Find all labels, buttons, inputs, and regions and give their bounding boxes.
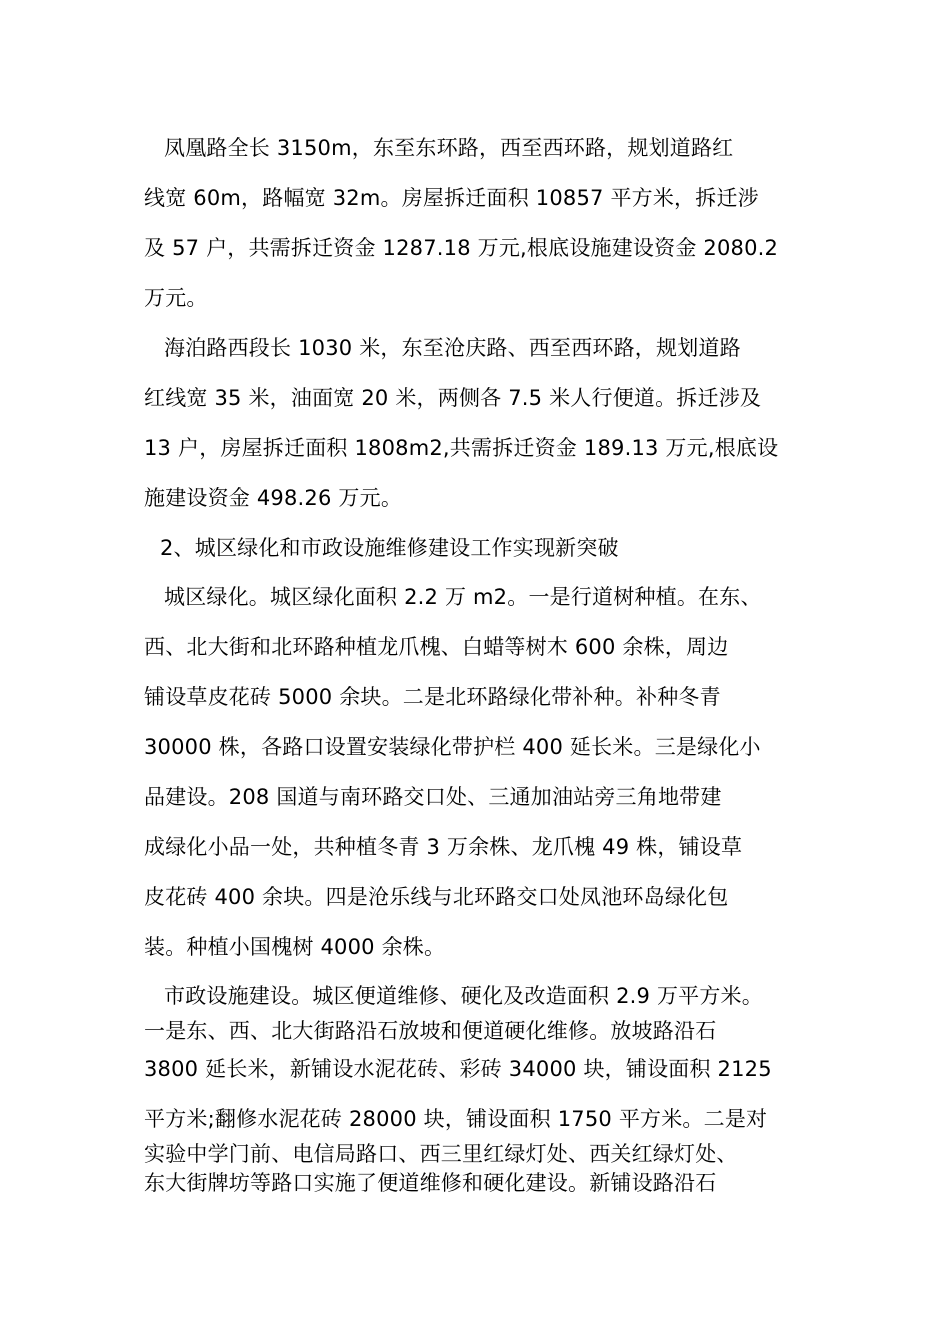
text-line: 装。种植小国槐树 4000 余株。 (144, 935, 446, 959)
text-line: 凤凰路全长 3150m，东至东环路，西至西环路，规划道路红 (164, 136, 734, 160)
text-line: 皮花砖 400 余块。四是沧乐线与北环路交口处凤池环岛绿化包 (144, 885, 729, 909)
text-line: 品建设。208 国道与南环路交口处、三通加油站旁三角地带建 (144, 785, 722, 809)
text-line: 平方米;翻修水泥花砖 28000 块，铺设面积 1750 平方米。二是对 (144, 1107, 768, 1131)
text-line: 施建设资金 498.26 万元。 (144, 486, 403, 510)
text-line: 铺设草皮花砖 5000 余块。二是北环路绿化带补种。补种冬青 (144, 685, 721, 709)
text-line: 西、北大街和北环路种植龙爪槐、白蜡等树木 600 余株，周边 (144, 635, 729, 659)
text-line: 3800 延长米，新铺设水泥花砖、彩砖 34000 块，铺设面积 2125 (144, 1057, 772, 1081)
section-heading: 2、城区绿化和市政设施维修建设工作实现新突破 (160, 536, 619, 560)
text-line: 成绿化小品一处，共种植冬青 3 万余株、龙爪槐 49 株，铺设草 (144, 835, 743, 859)
text-line: 海泊路西段长 1030 米，东至沧庆路、西至西环路，规划道路 (164, 336, 741, 360)
text-line: 一是东、西、北大街路沿石放坡和便道硬化维修。放坡路沿石 (144, 1019, 717, 1043)
text-line: 万元。 (144, 286, 208, 310)
text-line: 13 户，房屋拆迁面积 1808m2,共需拆迁资金 189.13 万元,根底设 (144, 436, 779, 460)
text-line: 东大街牌坊等路口实施了便道维修和硬化建设。新铺设路沿石 (144, 1171, 717, 1195)
text-line: 城区绿化。城区绿化面积 2.2 万 m2。一是行道树种植。在东、 (164, 585, 762, 609)
text-line: 红线宽 35 米，油面宽 20 米，两侧各 7.5 米人行便道。拆迁涉及 (144, 386, 762, 410)
text-line: 市政设施建设。城区便道维修、硬化及改造面积 2.9 万平方米。 (164, 984, 763, 1008)
text-line: 及 57 户，共需拆迁资金 1287.18 万元,根底设施建设资金 2080.2 (144, 236, 779, 260)
text-line: 30000 株，各路口设置安装绿化带护栏 400 延长米。三是绿化小 (144, 735, 761, 759)
text-line: 线宽 60m，路幅宽 32m。房屋拆迁面积 10857 平方米，拆迁涉 (144, 186, 759, 210)
text-line: 实验中学门前、电信局路口、西三里红绿灯处、西关红绿灯处、 (144, 1142, 738, 1166)
